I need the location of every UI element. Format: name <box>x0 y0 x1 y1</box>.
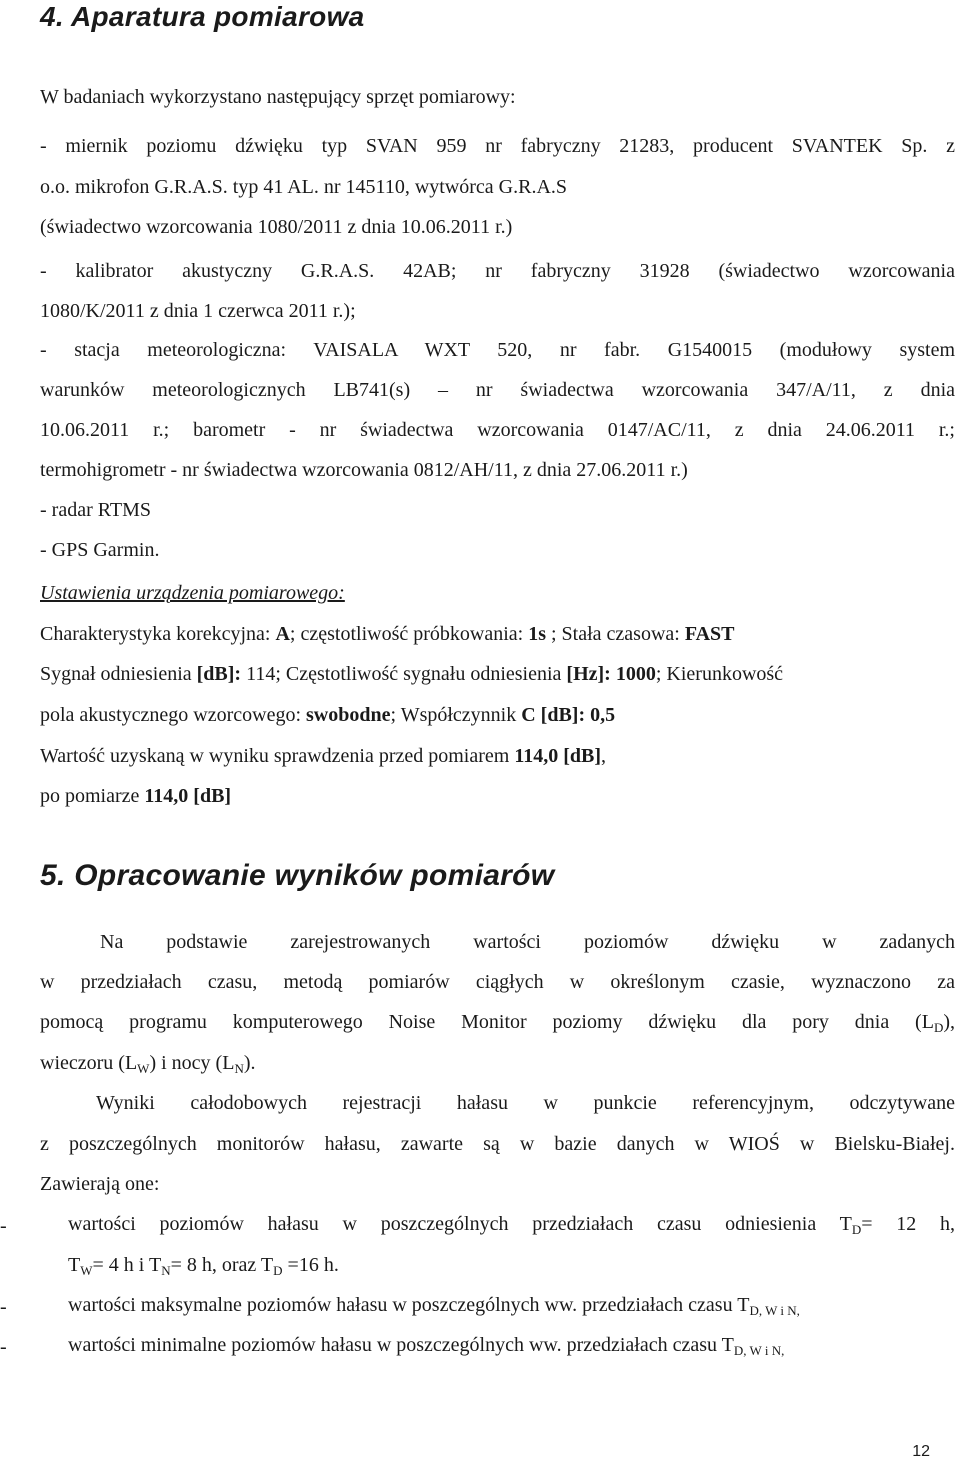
paragraph-line: w przedziałach czasu, metodą pomiarów ciągłych w określonym czasie, wyznaczono za <box>40 971 955 993</box>
equipment-line: - radar RTMS <box>40 499 151 521</box>
section-4-heading: 4. Aparatura pomiarowa <box>40 1 365 32</box>
settings-line: Sygnał odniesienia [dB]: 114; Częstotliwość sygnału odniesienia [Hz]: 1000; Kierunkowość <box>40 663 784 685</box>
paragraph-line: Wyniki całodobowych rejestracji hałasu w punkcie referencyjnym, odczytywane <box>96 1092 955 1114</box>
settings-line: po pomiarze 114,0 [dB] <box>40 785 232 807</box>
equipment-line: - kalibrator akustyczny G.R.A.S. 42AB; nr fabryczny 31928 (świadectwo wzorcowania <box>40 260 955 282</box>
equipment-line: - stacja meteorologiczna: VAISALA WXT 520, nr fabr. G1540015 (modułowy system <box>40 339 955 361</box>
equipment-line: - GPS Garmin. <box>40 539 160 561</box>
settings-heading: Ustawienia urządzenia pomiarowego: <box>40 582 345 604</box>
equipment-intro: W badaniach wykorzystano następujący sprzęt pomiarowy: <box>40 86 516 108</box>
bullet-dash: - <box>0 1215 7 1237</box>
equipment-line: 10.06.2011 r.; barometr - nr świadectwa wzorcowania 0147/AC/11, z dnia 24.06.2011 r.; <box>40 419 955 441</box>
equipment-line: (świadectwo wzorcowania 1080/2011 z dnia 10.06.2011 r.) <box>40 216 513 238</box>
paragraph-line: z poszczególnych monitorów hałasu, zawarte są w bazie danych w WIOŚ w Bielsku-Białej. <box>40 1133 955 1155</box>
settings-line: Wartość uzyskaną w wyniku sprawdzenia przed pomiarem 114,0 [dB], <box>40 745 607 767</box>
page-number: 12 <box>912 1443 930 1460</box>
bullet-line: wartości minimalne poziomów hałasu w poszczególnych ww. przedziałach czasu $T_{D, W i N,}$ <box>68 1334 785 1358</box>
equipment-line: warunków meteorologicznych LB741(s) – nr świadectwa wzorcowania 347/A/11, z dnia <box>40 379 955 401</box>
equipment-line: - miernik poziomu dźwięku typ SVAN 959 nr fabryczny 21283, producent SVANTEK Sp. z <box>40 135 955 157</box>
bullet-dash: - <box>0 1336 7 1358</box>
paragraph-line: Zawierają one: <box>40 1173 160 1195</box>
bullet-line: wartości maksymalne poziomów hałasu w poszczególnych ww. przedziałach czasu $T_{D, W i N,}$ <box>68 1294 800 1318</box>
equipment-line: o.o. mikrofon G.R.A.S. typ 41 AL. nr 145110, wytwórca G.R.A.S <box>40 176 568 198</box>
paragraph-line: pomocą programu komputerowego Noise Monitor poziomy dźwięku dla pory dnia $(L_D)$, <box>40 1011 955 1035</box>
bullet-dash: - <box>0 1296 7 1318</box>
settings-line: Charakterystyka korekcyjna: A; częstotliwość próbkowania: 1s ; Stała czasowa: FAST <box>40 623 735 645</box>
section-5-heading: 5. Opracowanie wyników pomiarów <box>40 859 555 892</box>
settings-line: pola akustycznego wzorcowego: swobodne; Współczynnik C [dB]: 0,5 <box>40 704 616 726</box>
paragraph-line: wieczoru $(L_W)$ i nocy $(L_N)$. <box>40 1052 256 1076</box>
bullet-line: wartości poziomów hałasu w poszczególnych przedziałach czasu odniesienia $T_D= 12$ h, <box>68 1213 955 1237</box>
equipment-line: 1080/K/2011 z dnia 1 czerwca 2011 r.); <box>40 300 356 322</box>
bullet-line: $T_W= 4$ h i $T_N= 8$ h, oraz $T_D =16$ h. <box>68 1254 339 1278</box>
equipment-line: termohigrometr - nr świadectwa wzorcowania 0812/AH/11, z dnia 27.06.2011 r.) <box>40 459 688 481</box>
paragraph-line: Na podstawie zarejestrowanych wartości poziomów dźwięku w zadanych <box>100 931 955 953</box>
